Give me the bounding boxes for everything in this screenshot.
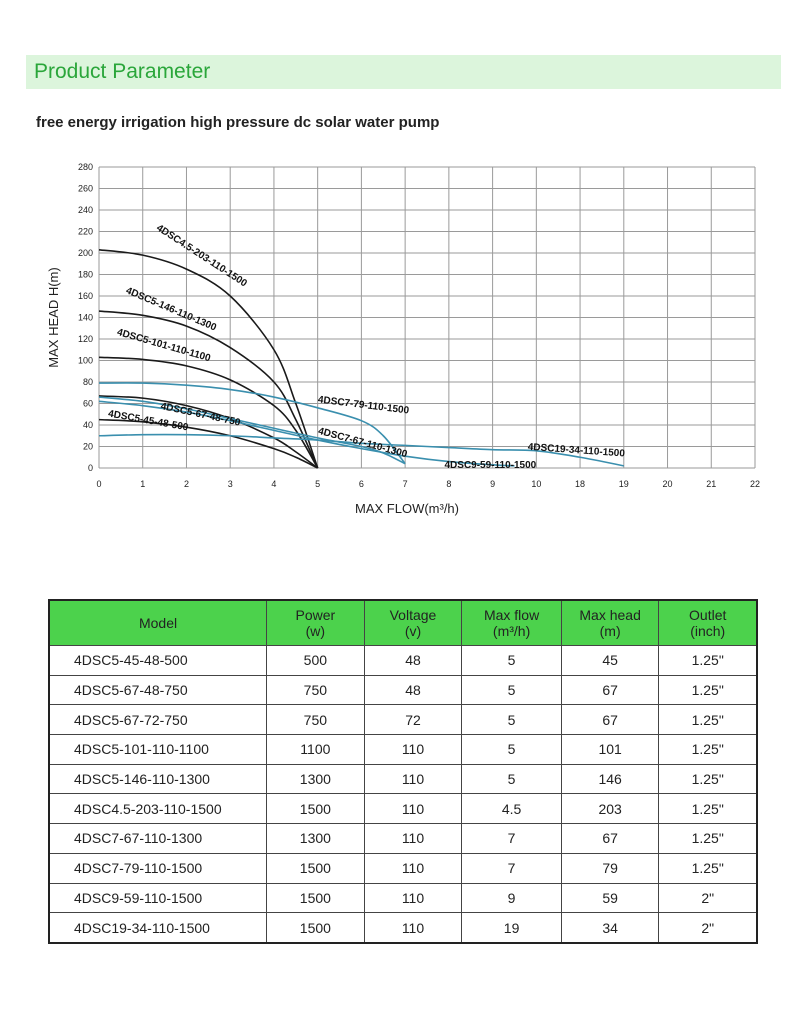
column-header-line1: Model bbox=[138, 615, 178, 631]
table-cell: 1300 bbox=[267, 824, 365, 854]
table-cell: 1.25" bbox=[659, 824, 757, 854]
y-tick-label: 0 bbox=[87, 463, 93, 473]
series-annotation: 4DSC5-67-48-750 bbox=[159, 401, 242, 429]
table-cell: 110 bbox=[364, 913, 462, 943]
y-tick-label: 220 bbox=[77, 226, 93, 237]
table-row bbox=[49, 824, 757, 854]
table-cell: 1100 bbox=[267, 735, 365, 765]
series-annotation: 4DSC4.5-203-110-1500 bbox=[154, 222, 249, 290]
table-cell: 67 bbox=[561, 824, 659, 854]
x-tick-label: 21 bbox=[706, 479, 717, 489]
table-cell: 1.25" bbox=[659, 705, 757, 735]
table-cell: 1.25" bbox=[659, 764, 757, 794]
x-tick-label: 5 bbox=[315, 479, 321, 489]
table-cell: 48 bbox=[364, 646, 462, 676]
table-cell: 500 bbox=[267, 646, 365, 676]
table-cell: 1.25" bbox=[659, 853, 757, 883]
x-tick-label: 20 bbox=[662, 479, 673, 489]
x-tick-label: 8 bbox=[446, 479, 452, 489]
model-cell: 4DSC5-101-110-1100 bbox=[49, 735, 267, 765]
series-annotation: 4DSC7-79-110-1500 bbox=[317, 394, 410, 417]
table-cell: 1300 bbox=[267, 764, 365, 794]
model-cell: 4DSC5-146-110-1300 bbox=[49, 764, 267, 794]
table-cell: 7 bbox=[462, 853, 562, 883]
table-cell: 67 bbox=[561, 675, 659, 705]
table-row bbox=[49, 675, 757, 705]
table-cell: 34 bbox=[561, 913, 659, 943]
model-cell: 4DSC5-67-48-750 bbox=[49, 675, 267, 705]
column-header bbox=[561, 600, 659, 646]
table-cell: 79 bbox=[561, 853, 659, 883]
column-header-line1: Max head bbox=[579, 607, 641, 623]
series-annotation: 4DSC19-34-110-1500 bbox=[527, 441, 626, 460]
table-row bbox=[49, 735, 757, 765]
table-cell: 1.25" bbox=[659, 794, 757, 824]
table-cell: 9 bbox=[462, 883, 562, 913]
page-subtitle: free energy irrigation high pressure dc solar water pump bbox=[36, 114, 440, 131]
table-cell: 750 bbox=[267, 705, 365, 735]
table-row bbox=[49, 913, 757, 943]
model-cell: 4DSC4.5-203-110-1500 bbox=[49, 794, 267, 824]
column-header-line2: (m) bbox=[599, 623, 621, 639]
model-cell: 4DSC9-59-110-1500 bbox=[49, 883, 267, 913]
model-cell: 4DSC7-67-110-1300 bbox=[49, 824, 267, 854]
table-cell: 5 bbox=[462, 646, 562, 676]
table-cell: 110 bbox=[364, 853, 462, 883]
column-header-line1: Outlet bbox=[689, 607, 727, 623]
table-body bbox=[49, 646, 757, 943]
table-cell: 750 bbox=[267, 675, 365, 705]
table-cell: 1500 bbox=[267, 853, 365, 883]
y-axis-label: MAX HEAD H(m) bbox=[46, 267, 61, 368]
y-tick-label: 240 bbox=[77, 205, 93, 215]
column-header-line1: Voltage bbox=[389, 607, 437, 623]
table-cell: 7 bbox=[462, 824, 562, 854]
section-title: Product Parameter bbox=[34, 60, 211, 83]
table-cell: 110 bbox=[364, 883, 462, 913]
column-header bbox=[267, 600, 365, 646]
table-cell: 4.5 bbox=[462, 794, 562, 824]
y-tick-label: 80 bbox=[82, 377, 93, 387]
x-tick-label: 1 bbox=[140, 479, 146, 489]
table-cell: 1.25" bbox=[659, 735, 757, 765]
table-cell: 67 bbox=[561, 705, 659, 735]
table-cell: 203 bbox=[561, 794, 659, 824]
table-row bbox=[49, 883, 757, 913]
table-cell: 1500 bbox=[267, 913, 365, 943]
x-tick-label: 7 bbox=[402, 479, 408, 489]
table-cell: 1500 bbox=[267, 883, 365, 913]
column-header-line1: Power bbox=[295, 607, 336, 623]
y-tick-label: 120 bbox=[77, 334, 93, 344]
table-cell: 2" bbox=[659, 913, 757, 943]
series-annotation: 4DSC5-45-48-500 bbox=[107, 408, 190, 434]
column-header-line2: (w) bbox=[305, 623, 326, 639]
table-row bbox=[49, 794, 757, 824]
y-tick-label: 20 bbox=[82, 441, 93, 452]
x-tick-label: 2 bbox=[183, 479, 189, 489]
table-row bbox=[49, 646, 757, 676]
model-cell: 4DSC5-67-72-750 bbox=[49, 705, 267, 735]
y-tick-label: 260 bbox=[77, 183, 93, 194]
x-tick-label: 10 bbox=[531, 479, 542, 489]
table-cell: 110 bbox=[364, 764, 462, 794]
table-cell: 5 bbox=[462, 675, 562, 705]
x-tick-label: 6 bbox=[358, 479, 364, 489]
table-cell: 110 bbox=[364, 824, 462, 854]
model-cell: 4DSC5-45-48-500 bbox=[49, 646, 267, 676]
table-cell: 5 bbox=[462, 764, 562, 794]
x-tick-label: 19 bbox=[618, 479, 629, 489]
model-cell: 4DSC19-34-110-1500 bbox=[49, 913, 267, 943]
x-tick-label: 4 bbox=[271, 479, 277, 489]
y-tick-label: 160 bbox=[77, 291, 93, 301]
column-header-line2: (m³/h) bbox=[492, 623, 531, 639]
y-tick-label: 280 bbox=[77, 162, 93, 172]
x-tick-label: 0 bbox=[96, 479, 102, 489]
series-annotation: 4DSC5-101-110-1100 bbox=[115, 327, 212, 365]
x-axis-label: MAX FLOW(m³/h) bbox=[355, 501, 459, 516]
table-cell: 2" bbox=[659, 883, 757, 913]
table-cell: 1500 bbox=[267, 794, 365, 824]
column-header-line2: (inch) bbox=[690, 623, 726, 639]
table-cell: 101 bbox=[561, 735, 659, 765]
x-tick-label: 22 bbox=[749, 479, 761, 489]
series-annotation: 4DSC5-146-110-1300 bbox=[124, 285, 218, 334]
series-line bbox=[99, 396, 318, 468]
column-header-line2: (v) bbox=[404, 623, 422, 639]
table-cell: 110 bbox=[364, 735, 462, 765]
spec-table bbox=[48, 599, 758, 944]
pump-curve-chart bbox=[0, 150, 800, 530]
y-tick-label: 40 bbox=[82, 420, 93, 430]
y-tick-label: 200 bbox=[77, 248, 93, 258]
table-cell: 5 bbox=[462, 735, 562, 765]
series-annotation: 4DSC9-59-110-1500 bbox=[444, 460, 537, 471]
model-cell: 4DSC7-79-110-1500 bbox=[49, 853, 267, 883]
series-annotation: 4DSC7-67-110-1300 bbox=[316, 425, 409, 461]
section-header bbox=[26, 55, 781, 89]
y-tick-label: 180 bbox=[77, 269, 93, 280]
table-cell: 1.25" bbox=[659, 675, 757, 705]
column-header bbox=[49, 600, 267, 646]
table-header-row bbox=[49, 600, 757, 646]
table-row bbox=[49, 764, 757, 794]
table-cell: 146 bbox=[561, 764, 659, 794]
table-row bbox=[49, 705, 757, 735]
x-tick-label: 9 bbox=[490, 479, 496, 489]
y-tick-label: 100 bbox=[77, 355, 93, 366]
y-tick-label: 140 bbox=[77, 312, 93, 323]
table-cell: 5 bbox=[462, 705, 562, 735]
table-cell: 1.25" bbox=[659, 646, 757, 676]
column-header bbox=[364, 600, 462, 646]
table-cell: 72 bbox=[364, 705, 462, 735]
table-cell: 48 bbox=[364, 675, 462, 705]
table-cell: 19 bbox=[462, 913, 562, 943]
table-cell: 110 bbox=[364, 794, 462, 824]
column-header-line1: Max flow bbox=[483, 607, 540, 623]
y-tick-label: 60 bbox=[82, 398, 93, 409]
table-cell: 59 bbox=[561, 883, 659, 913]
x-tick-label: 18 bbox=[575, 479, 586, 489]
x-tick-label: 3 bbox=[227, 479, 233, 489]
table-row bbox=[49, 853, 757, 883]
column-header bbox=[659, 600, 757, 646]
table-cell: 45 bbox=[561, 646, 659, 676]
column-header bbox=[462, 600, 562, 646]
